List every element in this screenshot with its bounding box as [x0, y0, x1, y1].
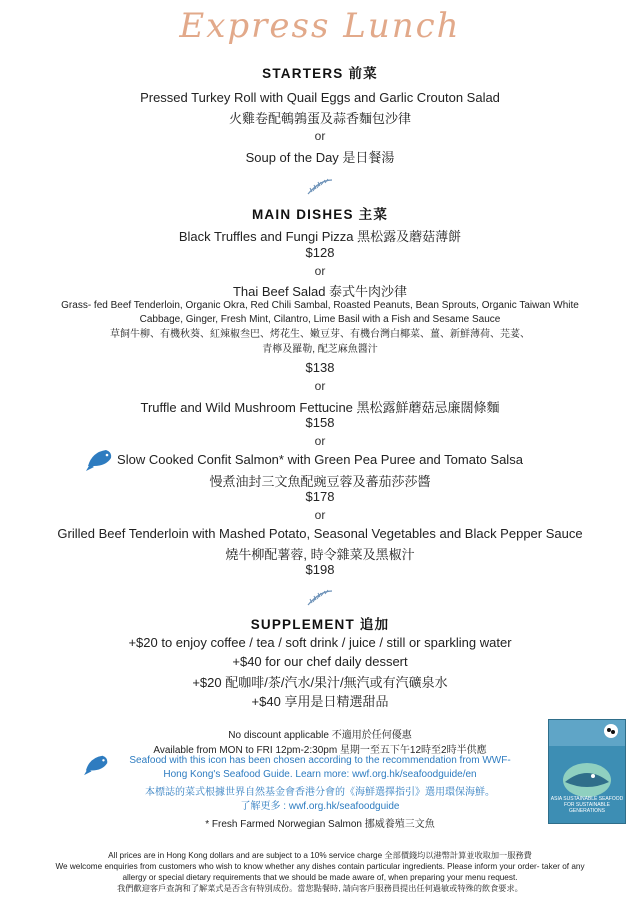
beef-price: $198	[305, 562, 335, 577]
pizza-name: Black Truffles and Fungi Pizza 黑松露及蘑菇薄餅	[178, 229, 462, 244]
footer-allergy-en-2: allergy or special dietary requirements that we should be made aware of, when preparing your menu request.	[122, 873, 518, 882]
availability-note: Available from MON to FRI 12pm-2:30pm 星期一至五下午12時至2時半供應	[153, 745, 487, 756]
footer-allergy-en-1: We welcome enquiries from customers who wish to know whether any dishes contain particular ingredients. Please inform your order- taker of any	[55, 862, 585, 871]
salmon-zh: 慢煮油封三文魚配豌豆蓉及蕃茄莎莎醬	[209, 474, 431, 489]
or-divider: or	[314, 434, 326, 448]
supplement-drink-en: +$20 to enjoy coffee / tea / soft drink / juice / still or sparkling water	[128, 635, 512, 650]
menu-title: Express Lunch	[179, 6, 461, 46]
salmon-name: Slow Cooked Confit Salmon* with Green Pea Puree and Tomato Salsa	[117, 452, 523, 467]
starter-1-en: Pressed Turkey Roll with Quail Eggs and Garlic Crouton Salad	[140, 90, 500, 105]
or-divider: or	[314, 508, 326, 522]
leaf-divider-icon	[305, 588, 335, 608]
or-divider: or	[314, 379, 326, 393]
starter-2: Soup of the Day 是日餐湯	[245, 150, 395, 165]
salad-price: $138	[305, 360, 335, 375]
salad-name: Thai Beef Salad 泰式牛肉沙律	[232, 284, 408, 299]
or-divider: or	[314, 129, 326, 143]
or-divider: or	[314, 264, 326, 278]
seafood-note-1: Seafood with this icon has been chosen according to the recommendation from WWF-	[129, 755, 511, 766]
beef-name: Grilled Beef Tenderloin with Mashed Potato, Seasonal Vegetables and Black Pepper Sauce	[57, 526, 583, 541]
footer-allergy-zh: 我們歡迎客戶查詢和了解菜式是否含有特別成份。當您點餐時, 請向客戶服務員提出任何過敏或特殊的飲食要求。	[117, 884, 523, 893]
supplement-dessert-en: +$40 for our chef daily dessert	[232, 654, 408, 669]
salad-desc-1: Grass- fed Beef Tenderloin, Organic Okra, Red Chili Sambal, Roasted Peanuts, Bean Sprouts, Organic Taiwan White	[61, 300, 579, 311]
salad-desc-2: Cabbage, Ginger, Fresh Mint, Cilantro, Lime Basil with a Fish and Sesame Sauce	[139, 314, 501, 325]
section-mains: MAIN DISHES 主菜	[251, 207, 389, 222]
pizza-price: $128	[305, 245, 335, 260]
salad-desc-zh-1: 草飼牛柳、有機秋葵、紅辣椒叁巴、烤花生、嫩豆芽、有機台灣白椰菜、薑、新鮮薄荷、芫荽、	[110, 329, 530, 340]
supplement-drink-zh: +$20 配咖啡/茶/汽水/果汁/無汽或有汽礦泉水	[192, 675, 448, 690]
fettucine-price: $158	[305, 415, 335, 430]
discount-note: No discount applicable 不適用於任何優惠	[228, 730, 412, 741]
seafood-note-4: 了解更多 : wwf.org.hk/seafoodguide	[240, 801, 400, 812]
salad-desc-zh-2: 青檸及羅勒, 配芝麻魚醬汁	[262, 344, 378, 355]
salmon-price: $178	[305, 489, 335, 504]
seafood-note-2: Hong Kong's Seafood Guide. Learn more: wwf.org.hk/seafoodguide/en	[163, 769, 477, 780]
seafood-note-3: 本標誌的菜式根據世界自然基金會香港分會的《海鮮選擇指引》選用環保海鮮。	[145, 787, 495, 798]
beef-zh: 燒牛柳配薯蓉, 時令雜菜及黑椒汁	[225, 547, 415, 562]
supplement-dessert-zh: +$40 享用是日精選甜品	[251, 694, 389, 709]
section-supplement: SUPPLEMENT 追加	[250, 617, 390, 632]
salmon-footnote: * Fresh Farmed Norwegian Salmon 挪威養殖三文魚	[205, 819, 435, 830]
wwf-seafood-guide-badge	[548, 719, 626, 824]
section-starters: STARTERS 前菜	[262, 66, 378, 81]
footer-service-charge: All prices are in Hong Kong dollars and are subject to a 10% service charge 全部價錢均以港幣計算並收取加一服務費	[108, 851, 532, 860]
leaf-divider-icon	[305, 177, 335, 197]
wwf-badge-caption: ASIA SUSTAINABLE SEAFOOD FOR SUSTAINABLE GENERATIONS	[550, 796, 624, 814]
starter-1-zh: 火雞卷配鵪鶉蛋及蒜香麵包沙律	[228, 111, 411, 126]
fettucine-name: Truffle and Wild Mushroom Fettucine 黑松露鮮蘑菇忌廉闊條麵	[140, 400, 500, 415]
